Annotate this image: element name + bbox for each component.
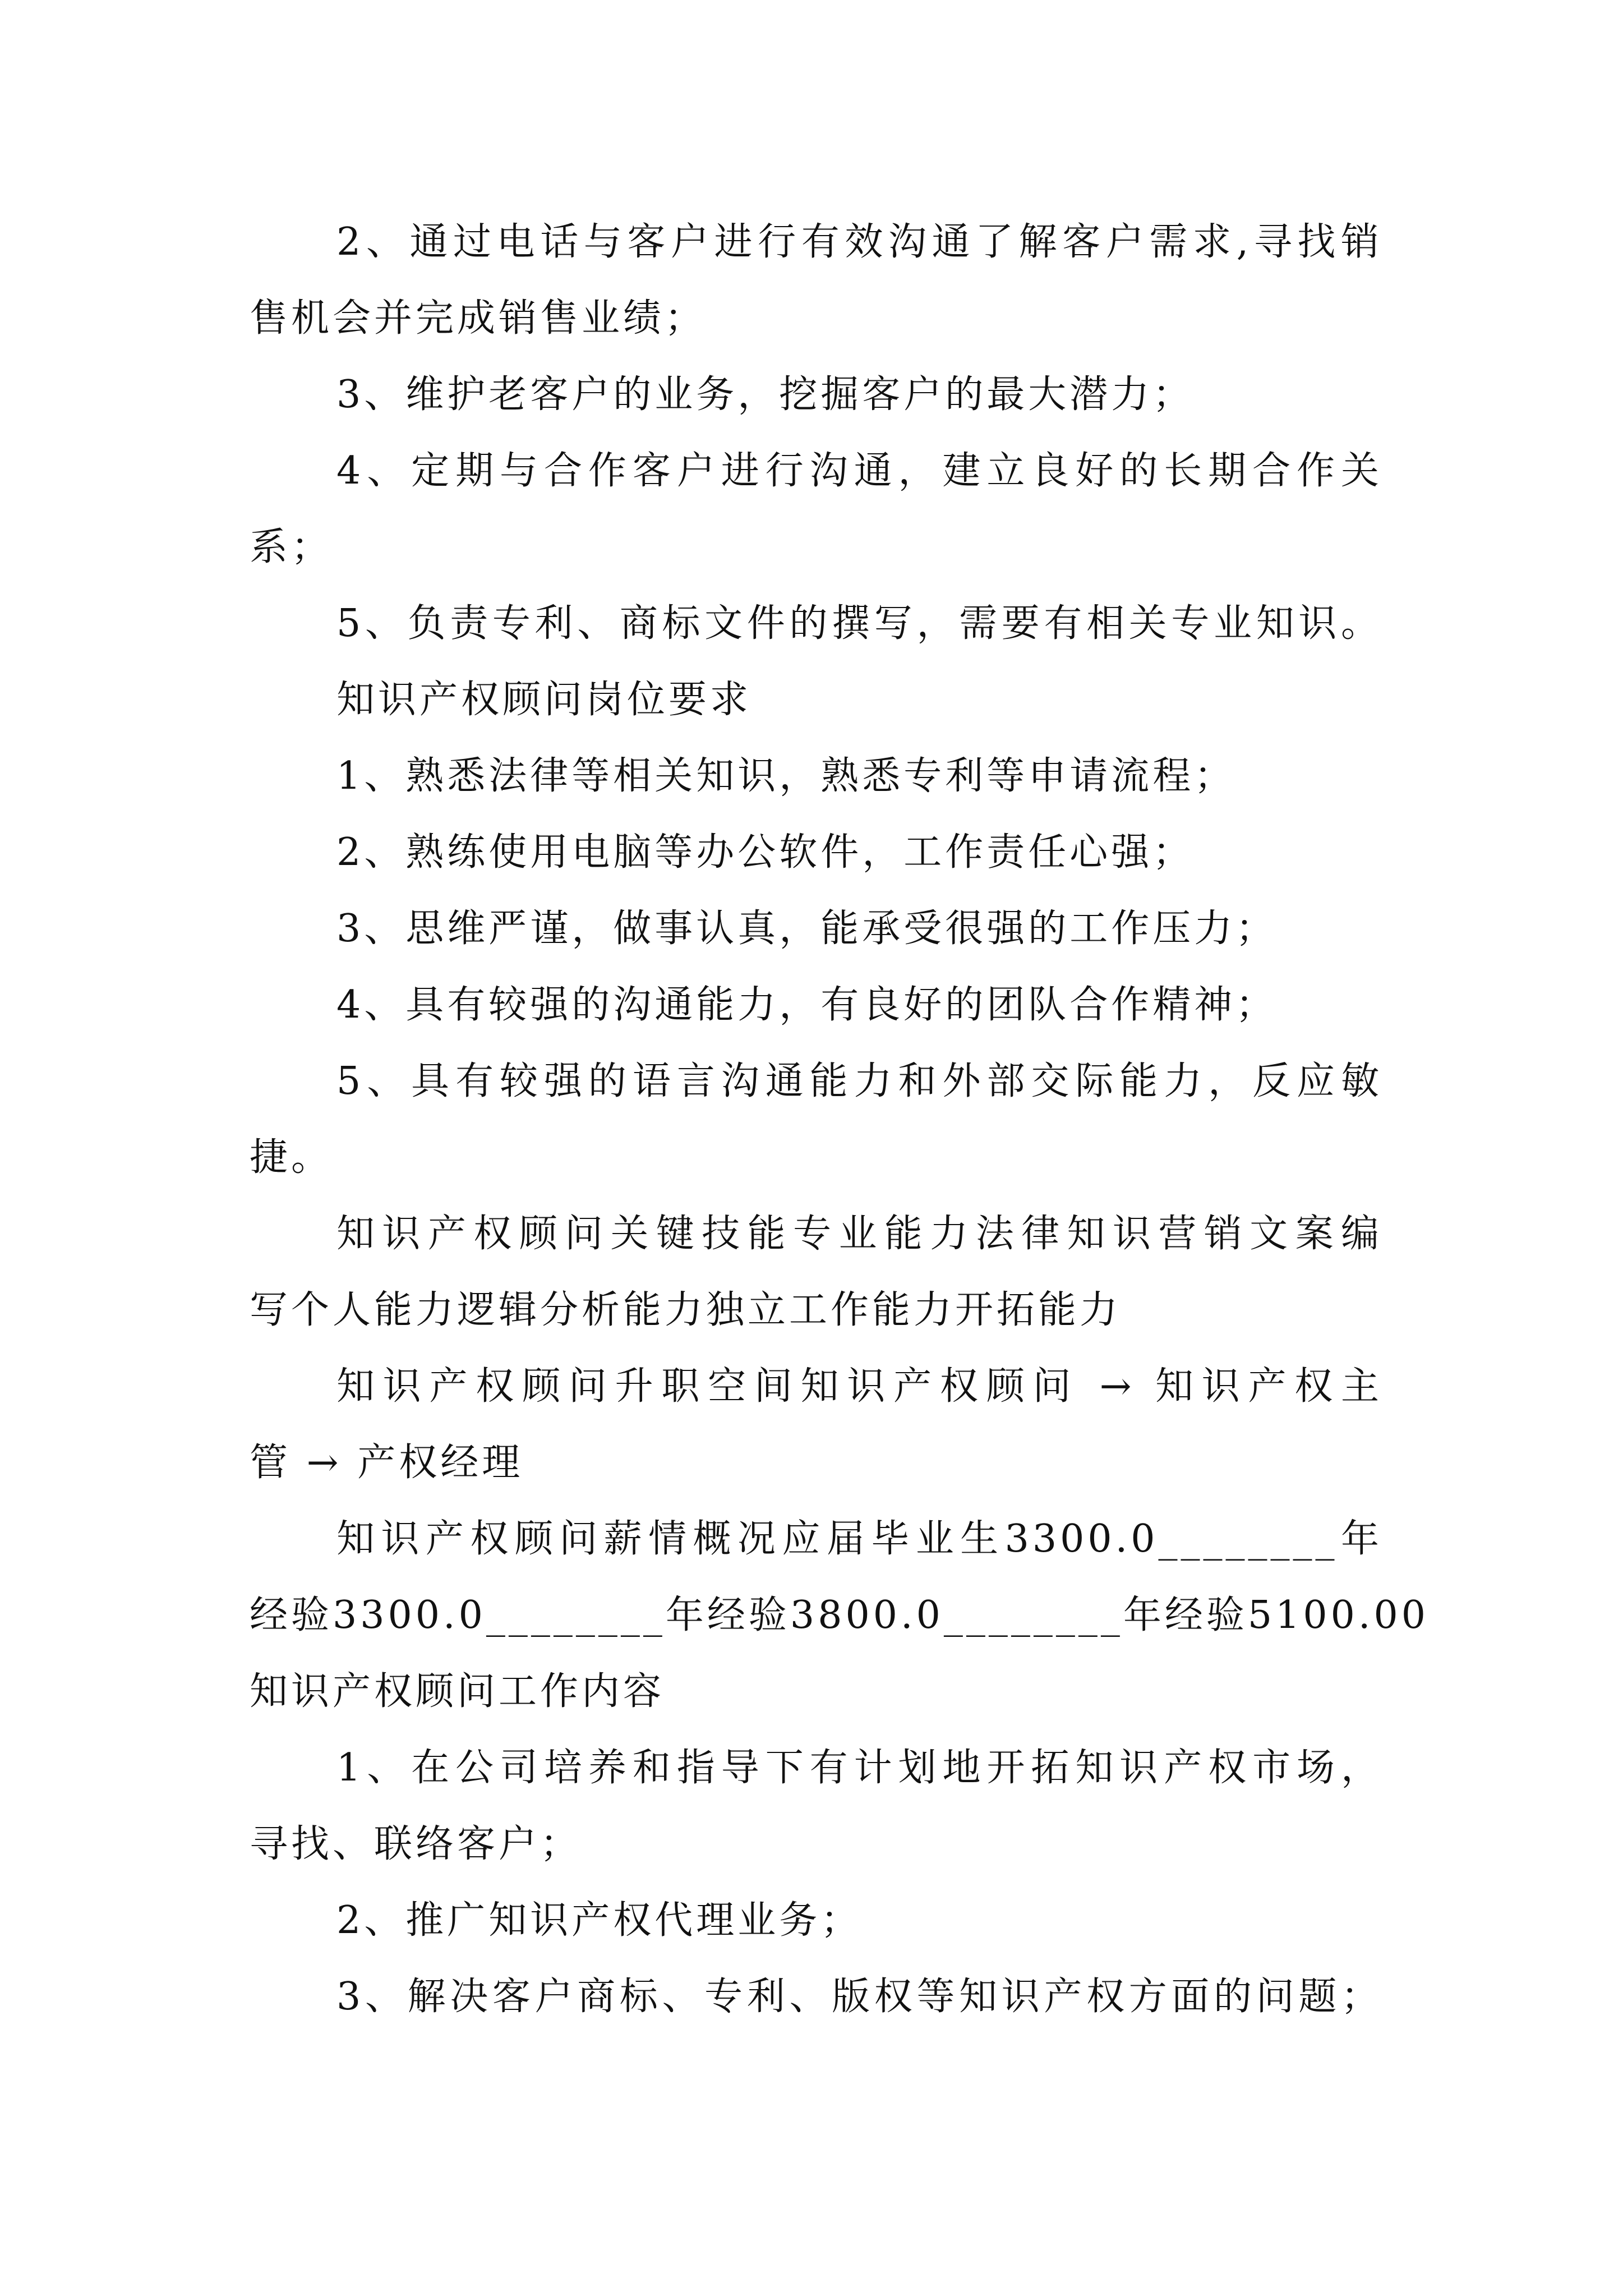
paragraph-line: 3、思维严谨，做事认真，能承受很强的工作压力；	[336, 907, 1278, 951]
paragraph-line: 5、负责专利、商标文件的撰写，需要有相关专业知识。	[336, 601, 1382, 646]
paragraph-line: 1、熟悉法律等相关知识，熟悉专利等申请流程；	[336, 754, 1236, 798]
paragraph-line: 1、在公司培养和指导下有计划地开拓知识产权市场，	[336, 1746, 1382, 1790]
paragraph-line: 捷。	[250, 1135, 333, 1180]
section-heading: 知识产权顾问工作内容	[250, 1669, 665, 1714]
paragraph-line: 4、定期与合作客户进行沟通，建立良好的长期合作关	[336, 449, 1382, 493]
paragraph-line: 知识产权顾问升职空间知识产权顾问 → 知识产权主	[336, 1364, 1382, 1409]
paragraph-line: 知识产权顾问关键技能专业能力法律知识营销文案编	[336, 1212, 1382, 1256]
paragraph-line: 管 → 产权经理	[250, 1441, 524, 1485]
paragraph-line: 经验3300.0________年经验3800.0________年经验5100.00	[250, 1593, 1430, 1637]
paragraph-line: 2、通过电话与客户进行有效沟通了解客户需求,寻找销	[336, 220, 1382, 264]
paragraph-line: 知识产权顾问薪情概况应届毕业生3300.0________年	[336, 1517, 1382, 1561]
paragraph-line: 5、具有较强的语言沟通能力和外部交际能力，反应敏	[336, 1059, 1382, 1103]
paragraph-line: 系；	[250, 525, 333, 569]
paragraph-line: 写个人能力逻辑分析能力独立工作能力开拓能力	[250, 1288, 1122, 1332]
section-heading: 知识产权顾问岗位要求	[336, 678, 752, 722]
paragraph-line: 3、解决客户商标、专利、版权等知识产权方面的问题；	[336, 1975, 1382, 2019]
paragraph-line: 2、熟练使用电脑等办公软件，工作责任心强；	[336, 830, 1195, 875]
paragraph-line: 2、推广知识产权代理业务；	[336, 1898, 863, 1943]
paragraph-line: 3、维护老客户的业务，挖掘客户的最大潜力；	[336, 372, 1195, 417]
paragraph-line: 售机会并完成销售业绩；	[250, 296, 707, 341]
paragraph-line: 寻找、联络客户；	[250, 1822, 582, 1866]
paragraph-line: 4、具有较强的沟通能力，有良好的团队合作精神；	[336, 983, 1278, 1027]
